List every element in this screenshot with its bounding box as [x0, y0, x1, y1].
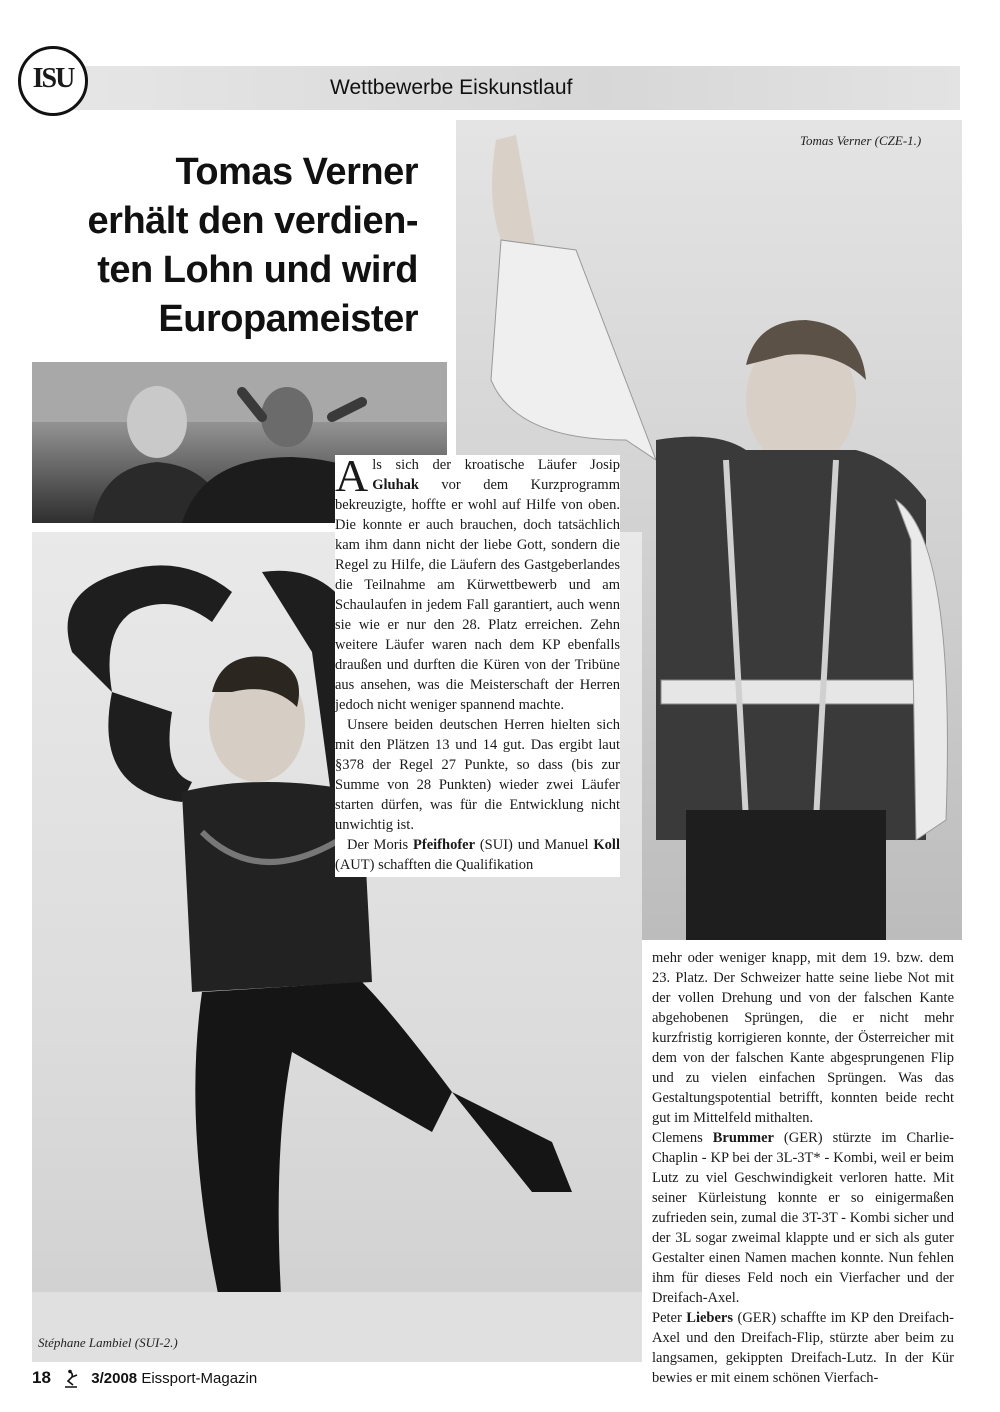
page-footer: [32, 1368, 257, 1389]
headline-line: Europameister: [158, 298, 418, 340]
skater-name: Gluhak: [372, 477, 419, 493]
article-paragraph: [335, 450, 620, 715]
headline: [40, 148, 418, 344]
caption-lambiel: Stéphane Lambiel (SUI-2.): [38, 1335, 178, 1350]
article-paragraph: [652, 1128, 954, 1308]
dropcap: A: [335, 450, 369, 501]
magazine-name: Eissport-Magazin: [141, 1370, 258, 1387]
article-paragraph: [652, 1308, 954, 1388]
article-column-right: [652, 948, 954, 1388]
page-number: 18: [32, 1368, 51, 1387]
caption-verner: Tomas Verner (CZE-1.): [800, 133, 922, 148]
article-column-middle: [335, 450, 620, 877]
article-text: Peter: [652, 1310, 687, 1326]
article-text: (GER) schaffte im KP den Dreifach-Axel und den Dreifach-Flip, stürzte aber beim zu langsamen, gekippten Dreifach-Lutz. In der Kür bewies er mit einem schönen Vierfach-: [652, 1310, 954, 1386]
article-text: (SUI) und Manuel: [475, 837, 594, 853]
skater-name: Liebers: [686, 1310, 733, 1326]
article-paragraph: [335, 835, 620, 875]
headline-line: erhält den verdien-: [87, 200, 418, 242]
article-text: ls sich der kroatische Läufer Josip: [372, 457, 620, 473]
article-text: (GER) stürzte im Charlie-Chaplin - KP bei der 3L-3T* - Kombi, weil er beim Lutz zu viel Geschwindigkeit verloren hatte. Mit seiner Kürleistung konnte er so einigermaßen zufrieden sein, zumal die 3T-3T - Kombi sicher und der 3L sogar zweimal klappte und er sich als guter Gestalter einen Namen machen konnte. Nun fehlen ihm für dieses Feld noch ein Vierfacher und der Dreifach-Axel.: [652, 1130, 954, 1306]
skater-name: Brummer: [712, 1130, 774, 1146]
section-title: Wettbewerbe Eiskunstlauf: [330, 76, 573, 99]
article-text: Clemens: [652, 1130, 713, 1146]
isu-logo: [18, 46, 88, 116]
article-paragraph: mehr oder weniger knapp, mit dem 19. bzw. dem 23. Platz. Der Schweizer hatte seine liebe Not mit der vollen Drehung und von der falschen Kante abgehobenen Sprüngen, die er nicht mehr kurzfristig korrigieren konnte, der Österreicher mit dem von der falschen Kante abgesprungenen Flip und zu vielen einfachen Sprüngen. Was das Gestaltungspotential betrifft, konnten beide recht gut im Mittelfeld mithalten.: [652, 950, 954, 1126]
skater-icon: [61, 1369, 81, 1389]
article-text: (AUT) schafften die Qualifikation: [335, 857, 534, 873]
article-text: vor dem Kurzprogramm bekreuzigte, hoffte er wohl auf Hilfe von oben. Die konnte er auch brauchen, doch tatsächlich kam ihm dann nicht der liebe Gott, sondern die Regel zu Hilfe, die Läufern des Gastgeberlandes die Teilnahme am Kürwettbewerb und am Schaulaufen in jedem Fall garantiert, auch wenn sie wie er nur den 28. Platz erreichen. Zehn weitere Läufer waren nach dem KP ebenfalls draußen und durften die Küren von der Tribüne aus ansehen, was die Meisterschaft der Herren jedoch nicht weniger spannend machte.: [335, 477, 620, 713]
issue-number: 3/2008: [91, 1370, 138, 1387]
headline-line: ten Lohn und wird: [97, 249, 418, 291]
article-paragraph: Unsere beiden deutschen Herren hielten sich mit den Plätzen 13 und 14 gut. Das ergibt laut §378 der Regel 27 Punkte, so dass (bis zur Summe von 28 Punkten) wieder zwei Läufer starten dürfen, was für die Entwicklung nicht unwichtig ist.: [335, 717, 620, 833]
skater-name: Koll: [593, 837, 620, 853]
skater-name: Pfeifhofer: [413, 837, 476, 853]
logo-text: ISU: [32, 63, 74, 94]
article-text: Der Moris: [347, 837, 414, 853]
headline-line: Tomas Verner: [175, 151, 418, 193]
